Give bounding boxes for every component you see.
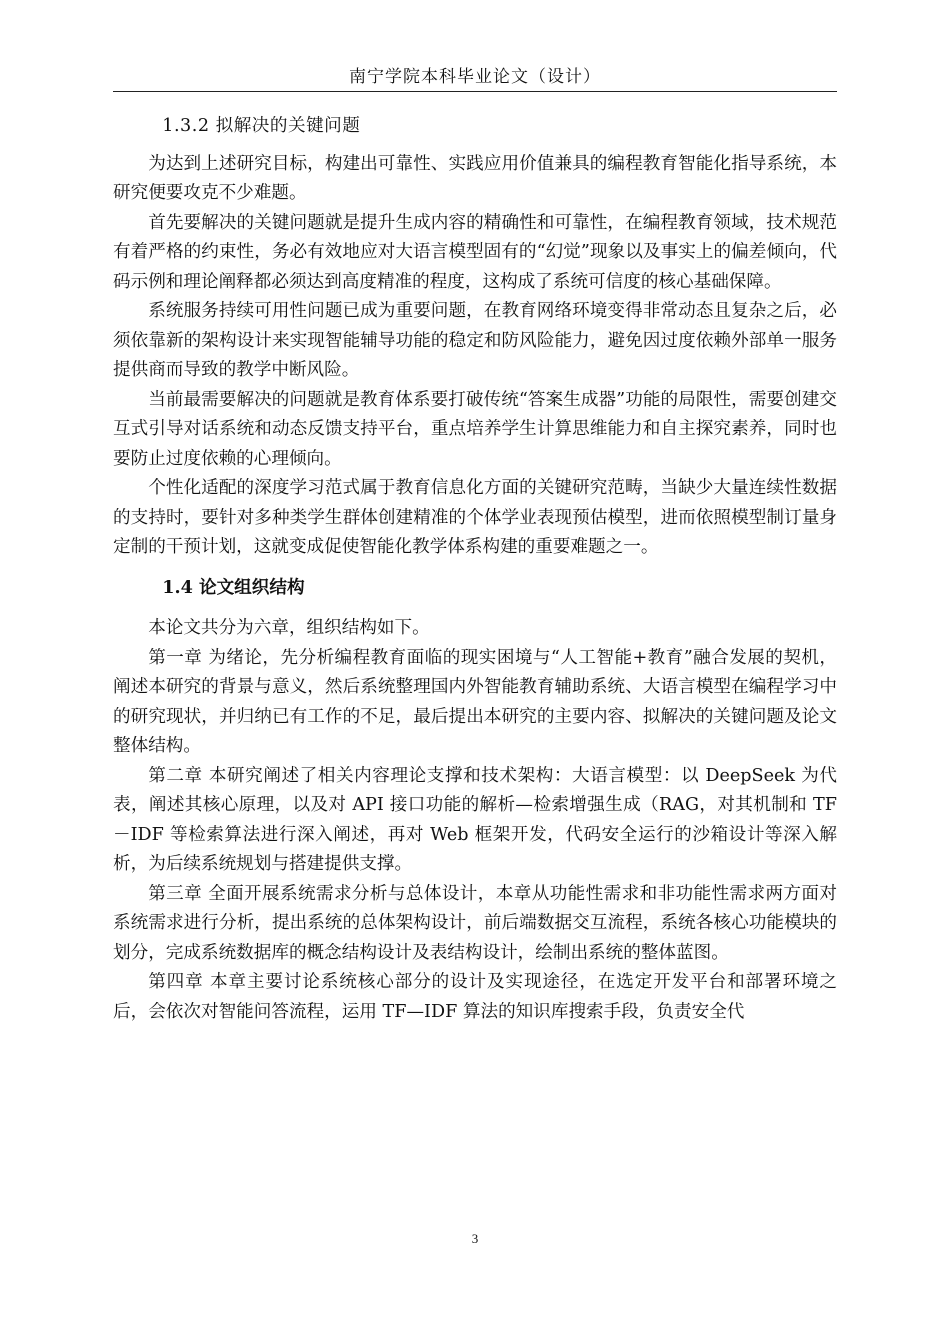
document-body: [113, 110, 837, 1027]
paragraph: 第四章 本章主要讨论系统核心部分的设计及实现途径，在选定开发平台和部署环境之后，会依次对智能问答流程，运用 TF—IDF 算法的知识库搜索手段，负责安全代: [113, 972, 837, 1022]
header-title: 南宁学院本科毕业论文（设计）: [349, 67, 601, 87]
paragraph: 首先要解决的关键问题就是提升生成内容的精确性和可靠性，在编程教育领域，技术规范有着严格的约束性，务必有效地应对大语言模型固有的“幻觉”现象以及事实上的偏差倾向，代码示例和理论阐释都必须达到高度精准的程度，这构成了系统可信度的核心基础保障。: [113, 212, 837, 292]
section-heading-1-4: 1.4 论文组织结构: [162, 576, 305, 598]
paragraph: 为达到上述研究目标，构建出可靠性、实践应用价值兼具的编程教育智能化指导系统，本研究便要攻克不少难题。: [113, 153, 837, 203]
page-number: 3: [471, 1231, 479, 1246]
paragraph: 个性化适配的深度学习范式属于教育信息化方面的关键研究范畴，当缺少大量连续性数据的支持时，要针对多种类学生群体创建精准的个体学业表现预估模型，进而依照模型制订量身定制的干预计划，这就变成促使智能化教学体系构建的重要难题之一。: [113, 478, 837, 557]
paragraph: 系统服务持续可用性问题已成为重要问题，在教育网络环境变得非常动态且复杂之后，必须依靠新的架构设计来实现智能辅导功能的稳定和防风险能力，避免因过度依赖外部单一服务提供商而导致的教学中断风险。: [113, 301, 837, 380]
paragraph: 本论文共分为六章，组织结构如下。: [148, 618, 430, 638]
paragraph: 第二章 本研究阐述了相关内容理论支撑和技术架构：大语言模型：以 DeepSeek 为代表，阐述其核心原理，以及对 API 接口功能的解析—检索增强生成（RAG，对其机制和 TF－IDF 等检索算法进行深入阐述，再对 Web 框架开发，代码安全运行的沙箱设计等深入解析，为后续系统规划与搭建提供支撑。: [113, 765, 837, 874]
page-header: [113, 64, 837, 92]
paragraph: 当前最需要解决的问题就是教育体系要打破传统“答案生成器”功能的局限性，需要创建交互式引导对话系统和动态反馈支持平台，重点培养学生计算思维能力和自主探究素养，同时也要防止过度依赖的心理倾向。: [113, 389, 837, 469]
paragraph: 第一章 为绪论，先分析编程教育面临的现实困境与“人工智能+教育”融合发展的契机，阐述本研究的背景与意义，然后系统整理国内外智能教育辅助系统、大语言模型在编程学习中的研究现状，并归纳已有工作的不足，最后提出本研究的主要内容、拟解决的关键问题及论文整体结构。: [113, 647, 837, 756]
paragraph: 第三章 全面开展系统需求分析与总体设计，本章从功能性需求和非功能性需求两方面对系统需求进行分析，提出系统的总体架构设计，前后端数据交互流程，系统各核心功能模块的划分，完成系统数据库的概念结构设计及表结构设计，绘制出系统的整体蓝图。: [113, 883, 837, 963]
section-heading-1-3-2: 1.3.2 拟解决的关键问题: [162, 116, 361, 136]
